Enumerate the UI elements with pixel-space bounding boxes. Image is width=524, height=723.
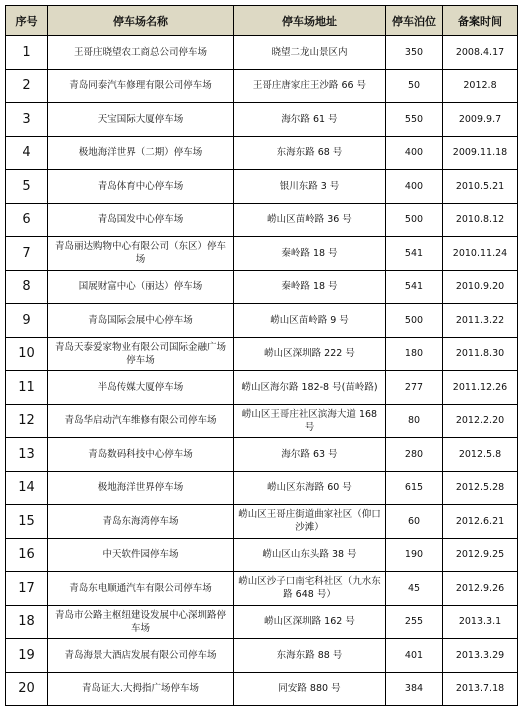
cell-lot-address: 崂山区苗岭路 9 号 [234,304,386,338]
table-row [6,69,518,103]
cell-lot-address: 崂山区东海路 60 号 [234,471,386,505]
cell-lot-address: 崂山区深圳路 162 号 [234,605,386,639]
cell-lot-name: 青岛天泰爱家物业有限公司国际金融广场停车场 [48,337,234,371]
cell-lot-name: 青岛体育中心停车场 [48,170,234,204]
cell-filing-date: 2011.12.26 [443,371,518,405]
cell-lot-name: 青岛国发中心停车场 [48,203,234,237]
cell-serial-no: 3 [6,103,48,137]
cell-lot-name: 极地海洋世界停车场 [48,471,234,505]
cell-parking-spaces: 384 [386,672,443,706]
parking-lot-table [5,5,518,706]
cell-lot-address: 东海东路 68 号 [234,136,386,170]
cell-lot-address: 秦岭路 18 号 [234,270,386,304]
header-parking-spaces: 停车泊位 [386,6,443,36]
cell-parking-spaces: 541 [386,270,443,304]
cell-lot-name: 青岛华启动汽车维修有限公司停车场 [48,404,234,438]
cell-lot-address: 崂山区山东头路 38 号 [234,538,386,572]
cell-serial-no: 4 [6,136,48,170]
cell-filing-date: 2010.8.12 [443,203,518,237]
cell-lot-address: 海尔路 63 号 [234,438,386,472]
cell-parking-spaces: 500 [386,304,443,338]
cell-parking-spaces: 500 [386,203,443,237]
cell-serial-no: 8 [6,270,48,304]
cell-parking-spaces: 400 [386,170,443,204]
cell-lot-address: 崂山区深圳路 222 号 [234,337,386,371]
cell-parking-spaces: 401 [386,639,443,673]
cell-lot-name: 青岛海景大酒店发展有限公司停车场 [48,639,234,673]
cell-lot-name: 国展财富中心（丽达）停车场 [48,270,234,304]
cell-serial-no: 6 [6,203,48,237]
cell-lot-name: 青岛丽达购物中心有限公司（东区）停车场 [48,237,234,271]
cell-lot-name: 王哥庄晓望农工商总公司停车场 [48,36,234,70]
table-row [6,304,518,338]
cell-parking-spaces: 180 [386,337,443,371]
table-row [6,639,518,673]
table-row [6,203,518,237]
cell-filing-date: 2010.11.24 [443,237,518,271]
cell-lot-name: 极地海洋世界（二期）停车场 [48,136,234,170]
parking-registry-document [5,5,518,706]
cell-parking-spaces: 190 [386,538,443,572]
table-row [6,170,518,204]
cell-filing-date: 2012.5.28 [443,471,518,505]
cell-filing-date: 2012.9.25 [443,538,518,572]
header-lot-address: 停车场地址 [234,6,386,36]
cell-serial-no: 9 [6,304,48,338]
cell-serial-no: 18 [6,605,48,639]
cell-filing-date: 2012.5.8 [443,438,518,472]
cell-parking-spaces: 80 [386,404,443,438]
cell-filing-date: 2009.9.7 [443,103,518,137]
cell-lot-address: 同安路 880 号 [234,672,386,706]
cell-filing-date: 2011.8.30 [443,337,518,371]
cell-lot-address: 海尔路 61 号 [234,103,386,137]
cell-filing-date: 2012.2.20 [443,404,518,438]
cell-lot-name: 青岛同泰汽车修理有限公司停车场 [48,69,234,103]
cell-lot-address: 崂山区苗岭路 36 号 [234,203,386,237]
table-row [6,672,518,706]
cell-lot-name: 中天软件园停车场 [48,538,234,572]
cell-serial-no: 13 [6,438,48,472]
cell-serial-no: 19 [6,639,48,673]
cell-serial-no: 20 [6,672,48,706]
table-row [6,572,518,606]
table-row [6,270,518,304]
table-row [6,438,518,472]
cell-lot-address: 东海东路 88 号 [234,639,386,673]
table-row [6,337,518,371]
table-row [6,404,518,438]
table-row [6,605,518,639]
cell-lot-address: 崂山区海尔路 182-8 号(苗岭路) [234,371,386,405]
header-serial-no: 序号 [6,6,48,36]
cell-parking-spaces: 277 [386,371,443,405]
cell-serial-no: 17 [6,572,48,606]
cell-lot-address: 王哥庄唐家庄王沙路 66 号 [234,69,386,103]
table-row [6,538,518,572]
cell-lot-address: 银川东路 3 号 [234,170,386,204]
cell-lot-address: 崂山区王哥庄街道曲家社区（仰口沙滩） [234,505,386,539]
cell-filing-date: 2010.5.21 [443,170,518,204]
cell-serial-no: 5 [6,170,48,204]
cell-filing-date: 2013.7.18 [443,672,518,706]
cell-lot-address: 晓望二龙山景区内 [234,36,386,70]
cell-filing-date: 2012.8 [443,69,518,103]
cell-parking-spaces: 50 [386,69,443,103]
table-header-row [6,6,518,36]
cell-serial-no: 16 [6,538,48,572]
cell-lot-name: 青岛国际会展中心停车场 [48,304,234,338]
cell-filing-date: 2008.4.17 [443,36,518,70]
header-lot-name: 停车场名称 [48,6,234,36]
cell-parking-spaces: 255 [386,605,443,639]
cell-filing-date: 2010.9.20 [443,270,518,304]
table-row [6,371,518,405]
cell-parking-spaces: 615 [386,471,443,505]
cell-filing-date: 2009.11.18 [443,136,518,170]
cell-serial-no: 10 [6,337,48,371]
cell-serial-no: 2 [6,69,48,103]
cell-filing-date: 2011.3.22 [443,304,518,338]
cell-parking-spaces: 280 [386,438,443,472]
table-row [6,36,518,70]
cell-serial-no: 15 [6,505,48,539]
cell-lot-name: 青岛市公路主枢纽建设发展中心深圳路停车场 [48,605,234,639]
cell-lot-address: 崂山区王哥庄社区滨海大道 168 号 [234,404,386,438]
cell-filing-date: 2013.3.29 [443,639,518,673]
table-row [6,103,518,137]
cell-parking-spaces: 350 [386,36,443,70]
cell-lot-name: 天宝国际大厦停车场 [48,103,234,137]
cell-parking-spaces: 400 [386,136,443,170]
table-row [6,471,518,505]
cell-serial-no: 11 [6,371,48,405]
cell-filing-date: 2012.9.26 [443,572,518,606]
cell-serial-no: 14 [6,471,48,505]
header-filing-date: 备案时间 [443,6,518,36]
table-row [6,136,518,170]
cell-lot-address: 秦岭路 18 号 [234,237,386,271]
cell-parking-spaces: 60 [386,505,443,539]
cell-lot-address: 崂山区沙子口南宅科社区（九水东路 648 号） [234,572,386,606]
cell-lot-name: 青岛证大.大拇指广场停车场 [48,672,234,706]
cell-lot-name: 半岛传媒大厦停车场 [48,371,234,405]
cell-lot-name: 青岛东电顺通汽车有限公司停车场 [48,572,234,606]
table-row [6,237,518,271]
cell-lot-name: 青岛东海湾停车场 [48,505,234,539]
cell-filing-date: 2013.3.1 [443,605,518,639]
cell-serial-no: 12 [6,404,48,438]
cell-parking-spaces: 550 [386,103,443,137]
cell-serial-no: 7 [6,237,48,271]
cell-parking-spaces: 45 [386,572,443,606]
cell-filing-date: 2012.6.21 [443,505,518,539]
cell-lot-name: 青岛数码科技中心停车场 [48,438,234,472]
cell-serial-no: 1 [6,36,48,70]
table-row [6,505,518,539]
cell-parking-spaces: 541 [386,237,443,271]
table-body [6,36,518,706]
